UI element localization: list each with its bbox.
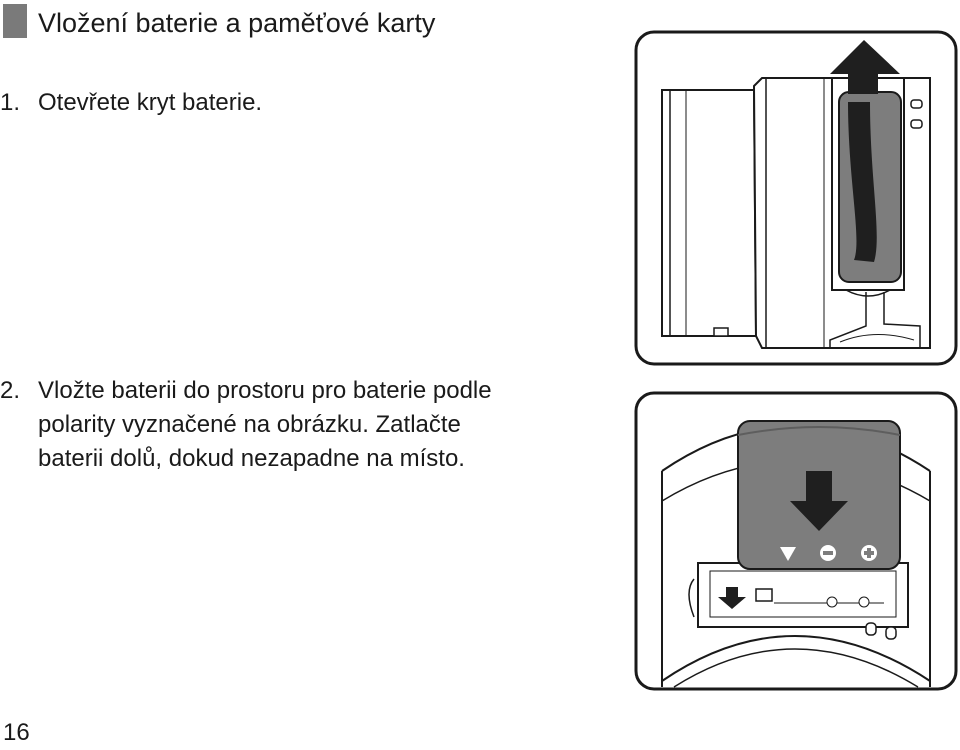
minus-sign-icon [820, 545, 836, 561]
step-1-number: 1. [0, 89, 21, 116]
step-1 [0, 86, 262, 120]
step-1-text: Otevřete kryt baterie. [38, 89, 263, 116]
step-2 [0, 374, 492, 472]
camera-side-illustration [634, 30, 958, 366]
page-number: 16 [3, 719, 30, 746]
step-2-text-line-3: baterii dolů, dokud nezapadne na místo. [38, 445, 465, 472]
page-title: Vložení baterie a paměťové karty [38, 8, 436, 38]
figure-insert-battery [634, 391, 958, 691]
title-marker [3, 4, 27, 38]
step-2-text-line-1: Vložte baterii do prostoru pro baterie podle [38, 377, 492, 404]
figure-open-battery-cover [634, 30, 958, 366]
step-2-text-line-2: polarity vyznačené na obrázku. Zatlačte [38, 411, 461, 438]
battery-insert-illustration [634, 391, 958, 691]
step-2-number: 2. [0, 377, 21, 404]
plus-sign-icon [861, 545, 877, 561]
